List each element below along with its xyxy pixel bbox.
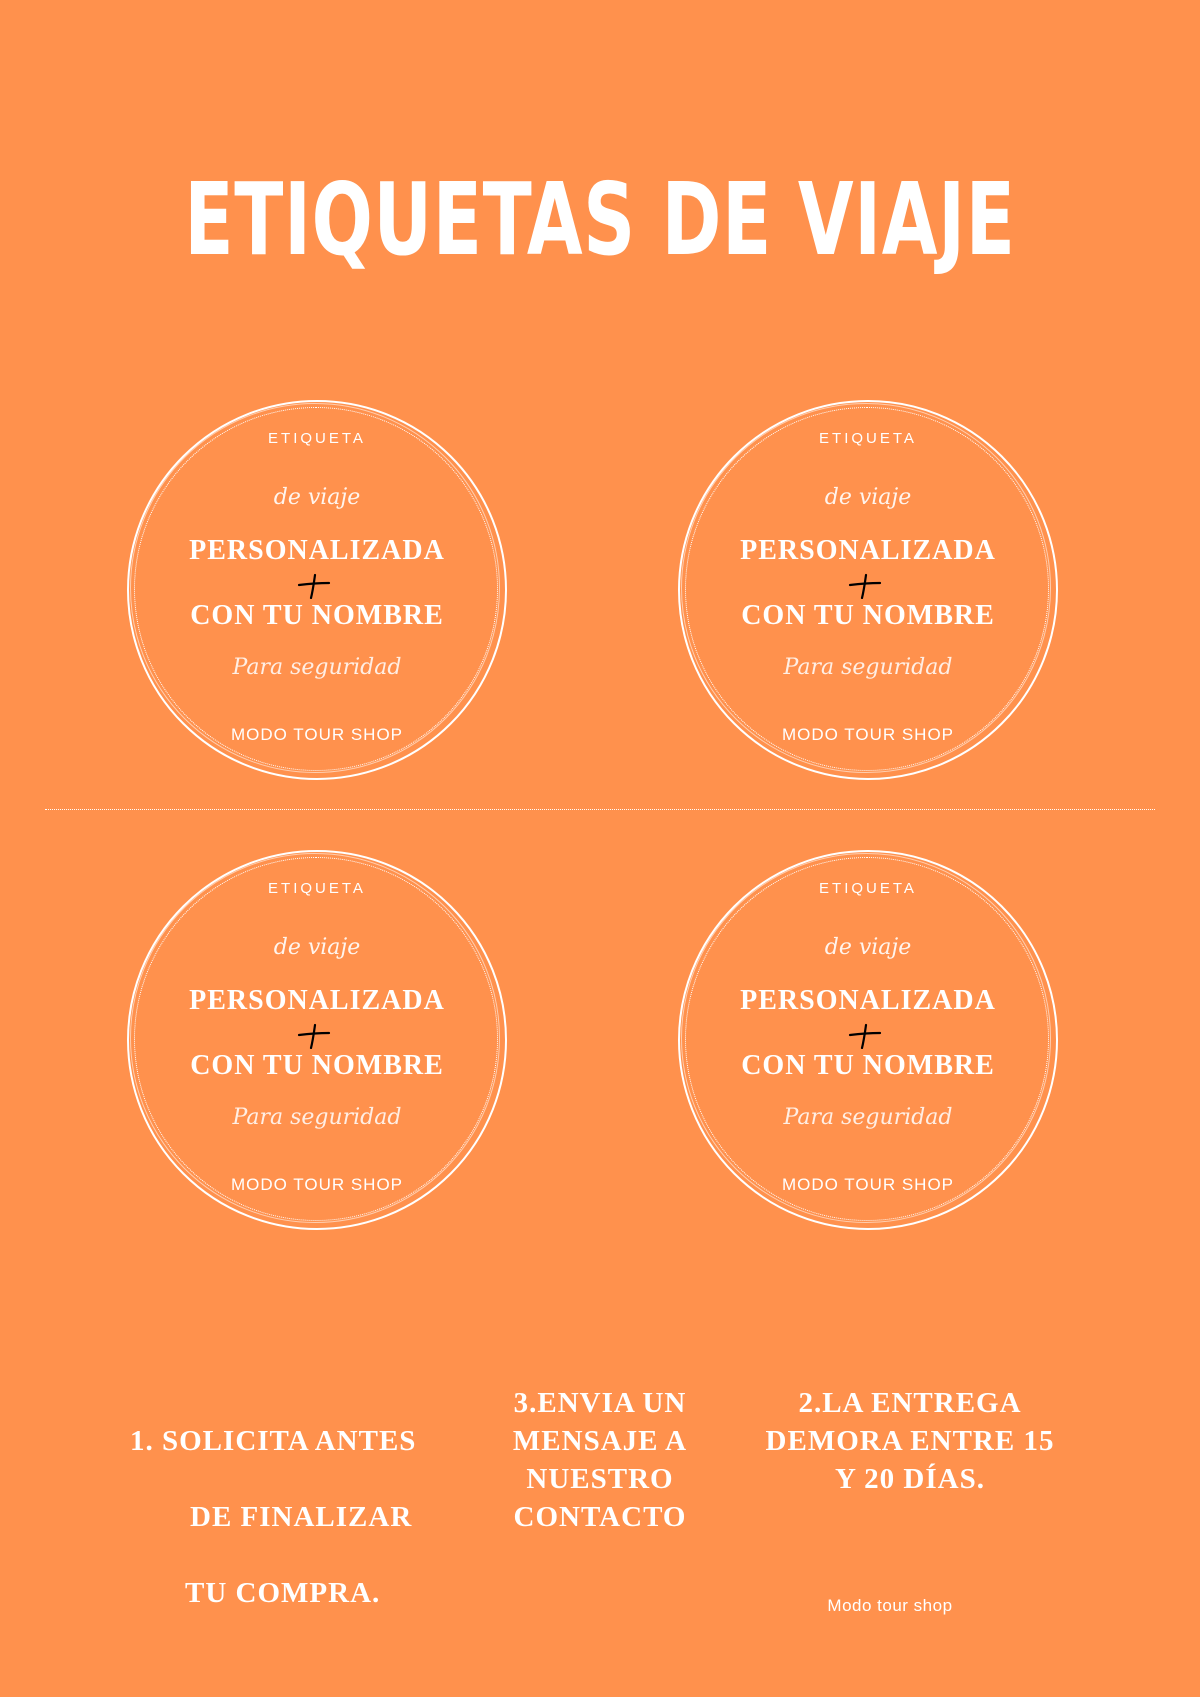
step-request-before-purchase	[130, 1384, 450, 1650]
label-script-text: Para seguridad	[232, 1105, 402, 1130]
travel-label-sticker	[678, 400, 1058, 780]
label-main-text: CON TU NOMBRE	[741, 600, 995, 631]
travel-label-sticker	[127, 400, 507, 780]
label-top-text: ETIQUETA	[819, 880, 917, 897]
label-script-text: Para seguridad	[783, 655, 953, 680]
label-main-text: PERSONALIZADA	[740, 535, 996, 566]
footer-brand: Modo tour shop	[827, 1596, 953, 1615]
step-1-line: 1. SOLICITA ANTES	[130, 1425, 417, 1457]
step-1-line: TU COMPRA.	[185, 1577, 381, 1609]
label-top-text: ETIQUETA	[819, 430, 917, 447]
step-delivery-time: 2.LA ENTREGA DEMORA ENTRE 15 Y 20 DÍAS.	[765, 1387, 1055, 1495]
label-script-text: de viaje	[824, 935, 912, 960]
label-brand-text: MODO TOUR SHOP	[781, 1175, 955, 1194]
page-title: ETIQUETAS DE VIAJE	[184, 161, 1016, 278]
label-main-text: PERSONALIZADA	[189, 985, 445, 1016]
label-script-text: Para seguridad	[232, 655, 402, 680]
label-top-text: ETIQUETA	[268, 880, 366, 897]
label-script-text: de viaje	[273, 935, 361, 960]
travel-label-sticker	[678, 850, 1058, 1230]
label-main-text: CON TU NOMBRE	[190, 600, 444, 631]
label-main-text: CON TU NOMBRE	[190, 1050, 444, 1081]
step-send-message: 3.ENVIA UN MENSAJE A NUESTRO CONTACTO	[512, 1387, 688, 1533]
cross-icon	[297, 1023, 331, 1049]
cross-icon	[848, 1023, 882, 1049]
label-brand-text: MODO TOUR SHOP	[230, 725, 404, 744]
label-main-text: PERSONALIZADA	[740, 985, 996, 1016]
dotted-divider	[45, 809, 1155, 810]
step-1-line: DE FINALIZAR	[190, 1501, 413, 1533]
label-main-text: PERSONALIZADA	[189, 535, 445, 566]
label-brand-text: MODO TOUR SHOP	[781, 725, 955, 744]
cross-icon	[297, 573, 331, 599]
label-script-text: Para seguridad	[783, 1105, 953, 1130]
label-main-text: CON TU NOMBRE	[741, 1050, 995, 1081]
label-brand-text: MODO TOUR SHOP	[230, 1175, 404, 1194]
label-script-text: de viaje	[824, 485, 912, 510]
label-script-text: de viaje	[273, 485, 361, 510]
label-top-text: ETIQUETA	[268, 430, 366, 447]
travel-label-sticker	[127, 850, 507, 1230]
cross-icon	[848, 573, 882, 599]
